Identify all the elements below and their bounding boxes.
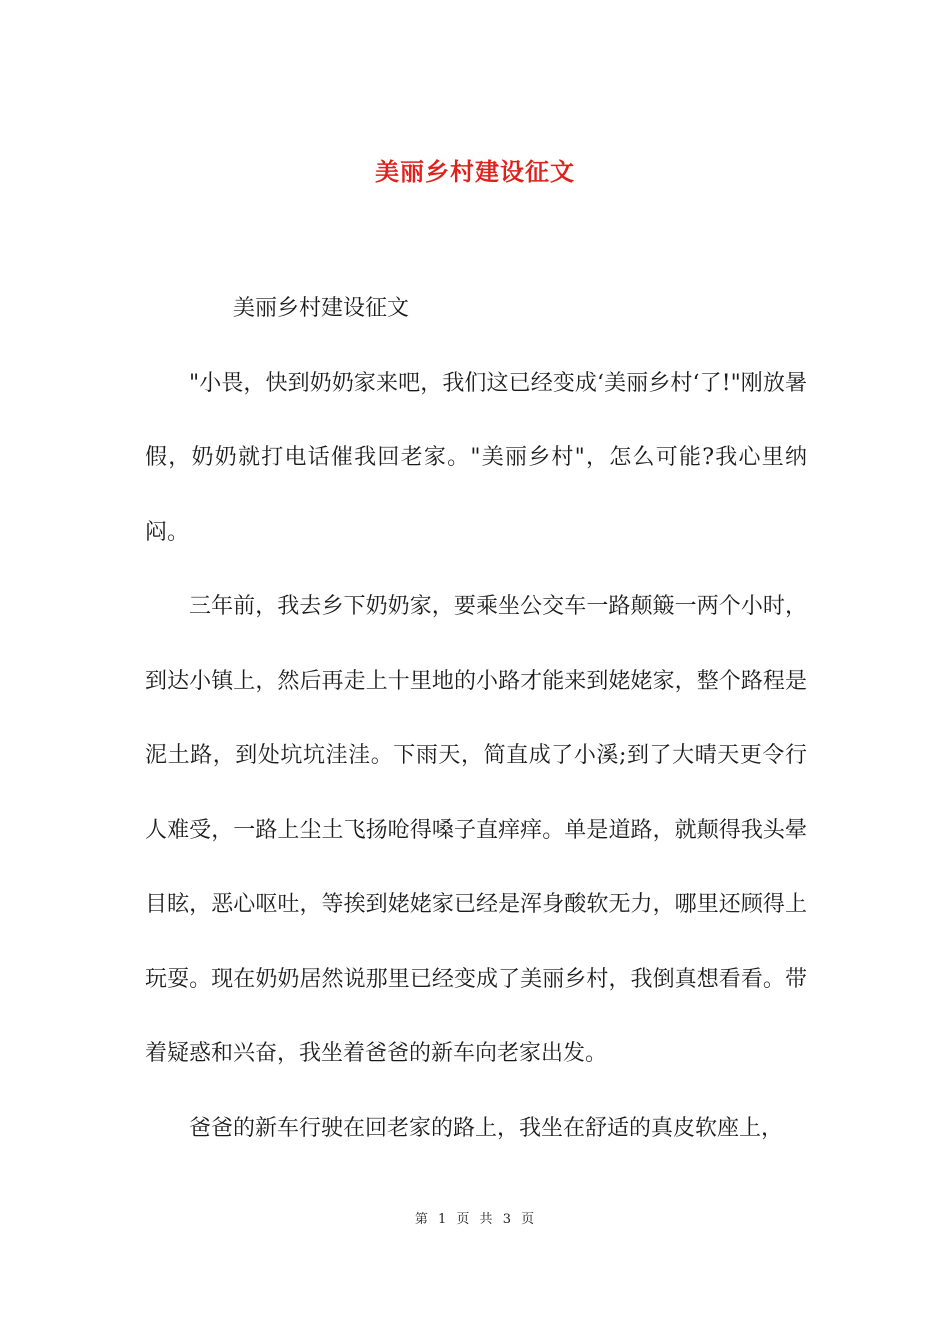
document-body — [145, 272, 807, 1166]
paragraph-subtitle: 美丽乡村建设征文 — [233, 296, 410, 321]
document-title: 美丽乡村建设征文 — [375, 157, 575, 187]
paragraph-3: 爸爸的新车行驶在回老家的路上，我坐在舒适的真皮软座上， — [189, 1115, 784, 1141]
paragraph-1: "小畏，快到奶奶家来吧，我们这已经变成‘美丽乡村‘了!"刚放暑假，奶奶就打电话催我回老家。"美丽乡村"，怎么可能?我心里纳闷。 — [145, 370, 807, 545]
page-number-footer: 第 1 页 共 3 页 — [414, 1212, 536, 1227]
paragraph-2: 三年前，我去乡下奶奶家，要乘坐公交车一路颠簸一两个小时，到达小镇上，然后再走上十里地的小路才能来到姥姥家，整个路程是泥土路，到处坑坑洼洼。下雨天，简直成了小溪;到了大晴天更令行人难受，一路上尘土飞扬呛得嗓子直痒痒。单是道路，就颠得我头晕目眩，恶心呕吐，等挨到姥姥家已经是浑身酸软无力，哪里还顾得上玩耍。现在奶奶居然说那里已经变成了美丽乡村，我倒真想看看。带着疑惑和兴奋，我坐着爸爸的新车向老家出发。 — [145, 594, 807, 1066]
